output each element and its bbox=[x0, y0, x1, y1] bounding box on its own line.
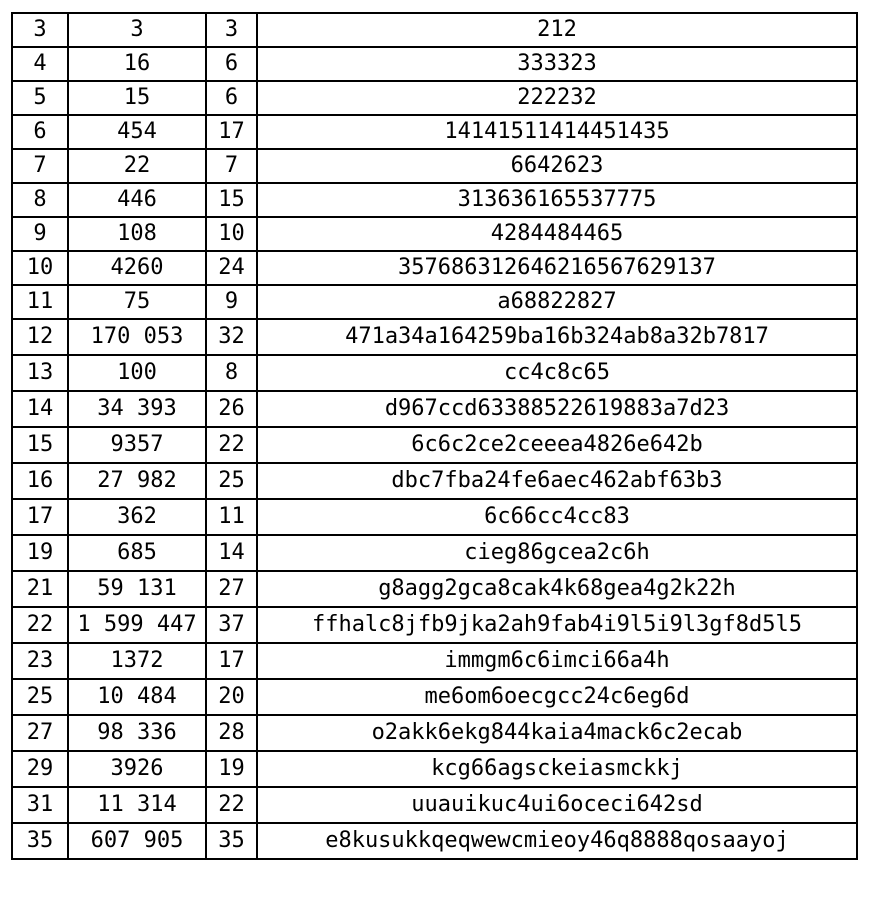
length-cell: 6 bbox=[206, 81, 257, 115]
base-cell: 21 bbox=[12, 571, 68, 607]
base-cell: 3 bbox=[12, 13, 68, 47]
base-cell: 9 bbox=[12, 217, 68, 251]
representation-cell: 222232 bbox=[257, 81, 857, 115]
decimal-value-cell: 75 bbox=[68, 285, 206, 319]
base-cell: 23 bbox=[12, 643, 68, 679]
length-cell: 35 bbox=[206, 823, 257, 859]
table-row bbox=[12, 787, 857, 823]
base-cell: 22 bbox=[12, 607, 68, 643]
base-cell: 13 bbox=[12, 355, 68, 391]
table-row bbox=[12, 679, 857, 715]
table-row bbox=[12, 607, 857, 643]
table-row bbox=[12, 183, 857, 217]
table-row bbox=[12, 217, 857, 251]
length-cell: 28 bbox=[206, 715, 257, 751]
representation-cell: o2akk6ekg844kaia4mack6c2ecab bbox=[257, 715, 857, 751]
representation-cell: dbc7fba24fe6aec462abf63b3 bbox=[257, 463, 857, 499]
table-row bbox=[12, 81, 857, 115]
table-row bbox=[12, 751, 857, 787]
decimal-value-cell: 34 393 bbox=[68, 391, 206, 427]
base-cell: 17 bbox=[12, 499, 68, 535]
decimal-value-cell: 3926 bbox=[68, 751, 206, 787]
decimal-value-cell: 362 bbox=[68, 499, 206, 535]
length-cell: 22 bbox=[206, 427, 257, 463]
decimal-value-cell: 27 982 bbox=[68, 463, 206, 499]
base-cell: 19 bbox=[12, 535, 68, 571]
base-cell: 15 bbox=[12, 427, 68, 463]
representation-cell: cieg86gcea2c6h bbox=[257, 535, 857, 571]
base-cell: 14 bbox=[12, 391, 68, 427]
representation-cell: 471a34a164259ba16b324ab8a32b7817 bbox=[257, 319, 857, 355]
decimal-value-cell: 1372 bbox=[68, 643, 206, 679]
decimal-value-cell: 108 bbox=[68, 217, 206, 251]
decimal-value-cell: 454 bbox=[68, 115, 206, 149]
representation-cell: me6om6oecgcc24c6eg6d bbox=[257, 679, 857, 715]
table-row bbox=[12, 391, 857, 427]
table-row bbox=[12, 115, 857, 149]
table-row bbox=[12, 571, 857, 607]
base-cell: 12 bbox=[12, 319, 68, 355]
representation-cell: uuauikuc4ui6oceci642sd bbox=[257, 787, 857, 823]
length-cell: 25 bbox=[206, 463, 257, 499]
base-cell: 11 bbox=[12, 285, 68, 319]
base-cell: 27 bbox=[12, 715, 68, 751]
length-cell: 10 bbox=[206, 217, 257, 251]
decimal-value-cell: 15 bbox=[68, 81, 206, 115]
base-cell: 31 bbox=[12, 787, 68, 823]
table-row bbox=[12, 319, 857, 355]
table-row bbox=[12, 499, 857, 535]
decimal-value-cell: 100 bbox=[68, 355, 206, 391]
representation-cell: 14141511414451435 bbox=[257, 115, 857, 149]
representation-cell: 313636165537775 bbox=[257, 183, 857, 217]
length-cell: 19 bbox=[206, 751, 257, 787]
representation-cell: kcg66agsckeiasmckkj bbox=[257, 751, 857, 787]
base-cell: 35 bbox=[12, 823, 68, 859]
length-cell: 17 bbox=[206, 643, 257, 679]
decimal-value-cell: 16 bbox=[68, 47, 206, 81]
table-row bbox=[12, 535, 857, 571]
length-cell: 3 bbox=[206, 13, 257, 47]
base-cell: 4 bbox=[12, 47, 68, 81]
table-row bbox=[12, 823, 857, 859]
decimal-value-cell: 98 336 bbox=[68, 715, 206, 751]
representation-cell: a68822827 bbox=[257, 285, 857, 319]
table-row bbox=[12, 149, 857, 183]
representation-cell: immgm6c6imci66a4h bbox=[257, 643, 857, 679]
representation-cell: 6c66cc4cc83 bbox=[257, 499, 857, 535]
representation-cell: 212 bbox=[257, 13, 857, 47]
length-cell: 8 bbox=[206, 355, 257, 391]
decimal-value-cell: 1 599 447 bbox=[68, 607, 206, 643]
base-cell: 16 bbox=[12, 463, 68, 499]
length-cell: 37 bbox=[206, 607, 257, 643]
representation-cell: 6c6c2ce2ceeea4826e642b bbox=[257, 427, 857, 463]
base-cell: 25 bbox=[12, 679, 68, 715]
decimal-value-cell: 4260 bbox=[68, 251, 206, 285]
table-row bbox=[12, 285, 857, 319]
table-body bbox=[12, 13, 857, 859]
table-row bbox=[12, 427, 857, 463]
decimal-value-cell: 59 131 bbox=[68, 571, 206, 607]
representation-cell: ffhalc8jfb9jka2ah9fab4i9l5i9l3gf8d5l5 bbox=[257, 607, 857, 643]
base-cell: 6 bbox=[12, 115, 68, 149]
length-cell: 14 bbox=[206, 535, 257, 571]
length-cell: 22 bbox=[206, 787, 257, 823]
base-cell: 7 bbox=[12, 149, 68, 183]
base-cell: 10 bbox=[12, 251, 68, 285]
length-cell: 27 bbox=[206, 571, 257, 607]
decimal-value-cell: 22 bbox=[68, 149, 206, 183]
table-row bbox=[12, 463, 857, 499]
decimal-value-cell: 11 314 bbox=[68, 787, 206, 823]
decimal-value-cell: 607 905 bbox=[68, 823, 206, 859]
decimal-value-cell: 3 bbox=[68, 13, 206, 47]
length-cell: 24 bbox=[206, 251, 257, 285]
representation-cell: e8kusukkqeqwewcmieoy46q8888qosaayoj bbox=[257, 823, 857, 859]
decimal-value-cell: 685 bbox=[68, 535, 206, 571]
table-row bbox=[12, 13, 857, 47]
decimal-value-cell: 9357 bbox=[68, 427, 206, 463]
table-row bbox=[12, 251, 857, 285]
length-cell: 20 bbox=[206, 679, 257, 715]
representation-cell: 6642623 bbox=[257, 149, 857, 183]
representation-cell: 357686312646216567629137 bbox=[257, 251, 857, 285]
length-cell: 6 bbox=[206, 47, 257, 81]
representation-cell: 333323 bbox=[257, 47, 857, 81]
table-row bbox=[12, 355, 857, 391]
table-row bbox=[12, 643, 857, 679]
length-cell: 15 bbox=[206, 183, 257, 217]
representation-cell: 4284484465 bbox=[257, 217, 857, 251]
table-row bbox=[12, 47, 857, 81]
decimal-value-cell: 446 bbox=[68, 183, 206, 217]
length-cell: 11 bbox=[206, 499, 257, 535]
length-cell: 17 bbox=[206, 115, 257, 149]
length-cell: 9 bbox=[206, 285, 257, 319]
base-cell: 29 bbox=[12, 751, 68, 787]
representation-cell: d967ccd63388522619883a7d23 bbox=[257, 391, 857, 427]
representation-cell: g8agg2gca8cak4k68gea4g2k22h bbox=[257, 571, 857, 607]
base-cell: 5 bbox=[12, 81, 68, 115]
table-row bbox=[12, 715, 857, 751]
decimal-value-cell: 10 484 bbox=[68, 679, 206, 715]
representation-cell: cc4c8c65 bbox=[257, 355, 857, 391]
decimal-value-cell: 170 053 bbox=[68, 319, 206, 355]
length-cell: 7 bbox=[206, 149, 257, 183]
length-cell: 26 bbox=[206, 391, 257, 427]
base-cell: 8 bbox=[12, 183, 68, 217]
number-base-table bbox=[11, 12, 858, 860]
length-cell: 32 bbox=[206, 319, 257, 355]
